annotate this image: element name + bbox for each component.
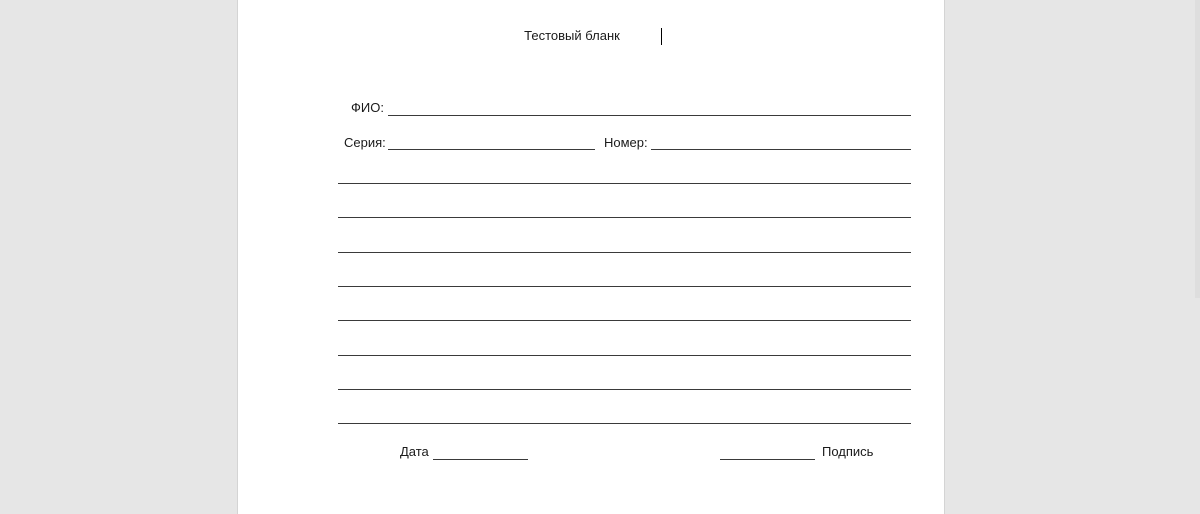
text-line[interactable] [338,252,911,253]
signature-field-line[interactable] [720,459,815,460]
document-page[interactable] [237,0,945,514]
text-line[interactable] [338,286,911,287]
series-label: Серия: [344,135,386,150]
text-line[interactable] [338,320,911,321]
text-line[interactable] [338,423,911,424]
vertical-scrollbar-thumb[interactable] [1195,0,1200,298]
signature-label: Подпись [822,444,874,459]
text-line[interactable] [338,389,911,390]
document-title[interactable]: Тестовый бланк [524,28,620,43]
series-field-line[interactable] [388,149,595,150]
date-label: Дата [400,444,429,459]
text-line[interactable] [338,183,911,184]
fio-field-line[interactable] [388,115,911,116]
text-line[interactable] [338,217,911,218]
number-field-line[interactable] [651,149,911,150]
date-field-line[interactable] [433,459,528,460]
number-label: Номер: [604,135,648,150]
text-cursor [661,28,662,45]
text-line[interactable] [338,355,911,356]
fio-label: ФИО: [351,100,384,115]
